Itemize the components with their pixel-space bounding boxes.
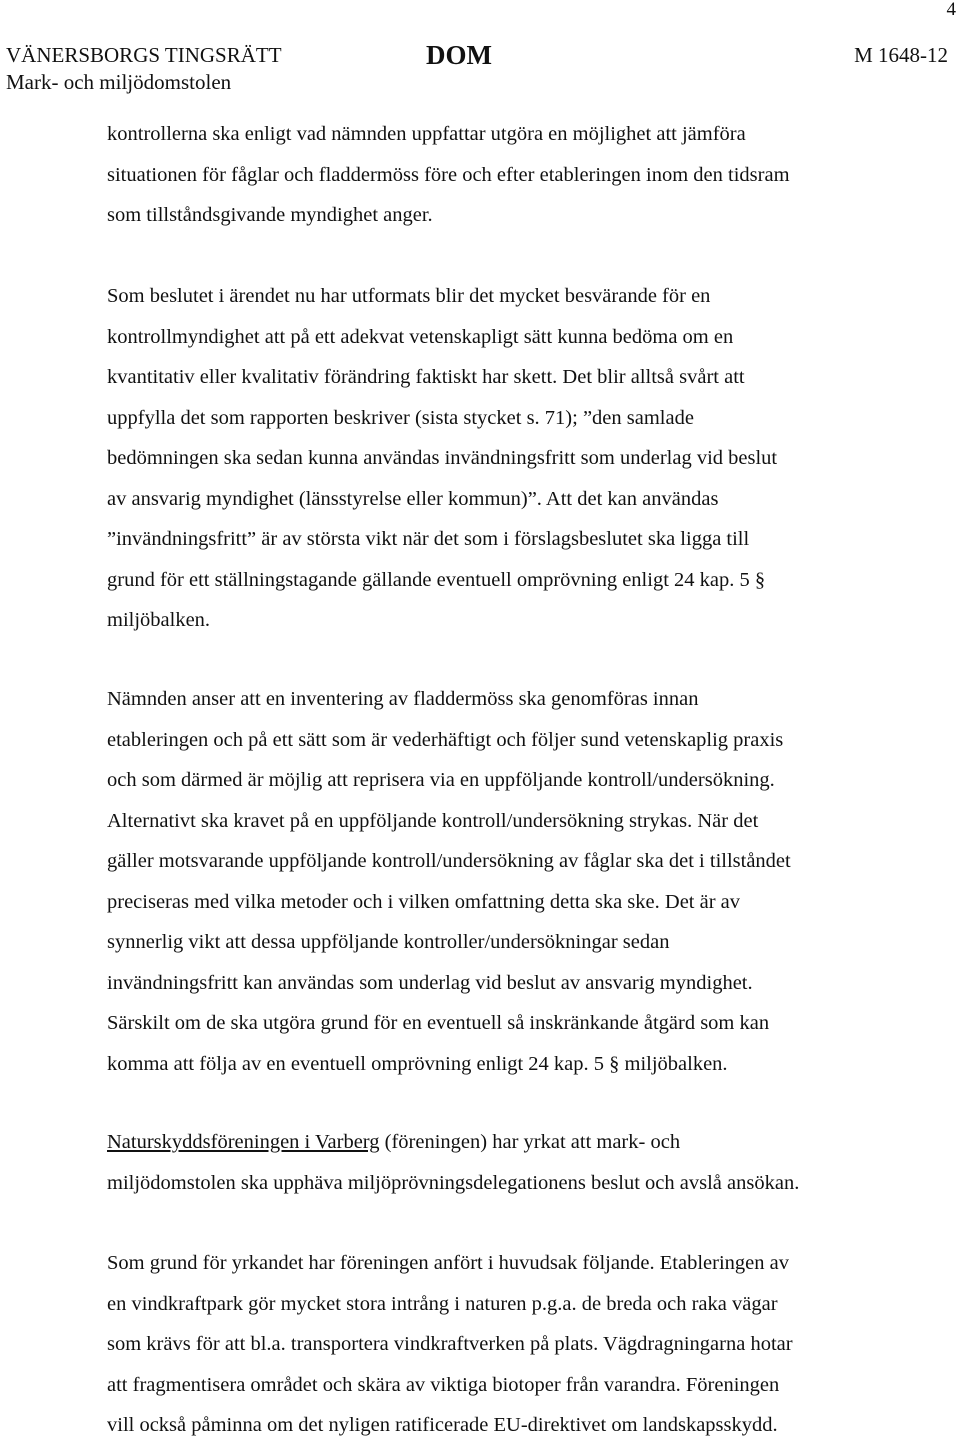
text-line [107, 1122, 907, 1163]
text-line: invändningsfritt kan användas som underlag vid beslut av ansvarig myndighet. [107, 971, 753, 994]
text-line: kontrollmyndighet att på ett adekvat vetenskapligt sätt kunna bedöma om en [107, 325, 734, 348]
text-line: situationen för fåglar och fladdermöss före och efter etableringen inom den tidsram [107, 163, 790, 186]
text-line: att fragmentisera området och skära av viktiga biotoper från varandra. Föreningen [107, 1373, 780, 1396]
text-line: gäller motsvarande uppföljande kontroll/undersökning av fåglar ska det i tillståndet [107, 850, 791, 872]
text-line: miljödomstolen ska upphäva miljöprövningsdelegationens beslut och avslå ansökan. [107, 1171, 800, 1194]
page-number: 4 [946, 0, 956, 20]
document-type: DOM [426, 40, 492, 70]
text-line: Som beslutet i ärendet nu har utformats blir det mycket besvärande för en [107, 285, 711, 307]
text-line: grund för ett ställningstagande gällande eventuell omprövning enligt 24 kap. 5 § [107, 568, 766, 591]
text-line: Särskilt om de ska utgöra grund för en eventuell så inskränkande åtgärd som kan [107, 1012, 770, 1034]
text-line: vill också påminna om det nyligen ratificerade EU-direktivet om landskapsskydd. [107, 1414, 778, 1436]
text-line: preciseras med vilka metoder och i vilken omfattning detta ska ske. Det är av [107, 890, 741, 913]
paragraph [107, 1122, 907, 1203]
text-line: synnerlig vikt att dessa uppföljande kontroller/undersökningar sedan [107, 931, 670, 953]
text-line: en vindkraftpark gör mycket stora intrång i naturen p.g.a. de breda och raka vägar [107, 1292, 778, 1315]
court-division: Mark- och miljödomstolen [6, 70, 232, 94]
party-name: Naturskyddsföreningen i Varberg [107, 1131, 380, 1153]
text-line: miljöbalken. [107, 609, 211, 631]
text-line: kontrollerna ska enligt vad nämnden uppfattar utgöra en möjlighet att jämföra [107, 123, 746, 145]
paragraph [107, 276, 907, 641]
text-line: uppfylla det som rapporten beskriver (sista stycket s. 71); ”den samlade [107, 406, 694, 429]
paragraph [107, 679, 907, 1084]
paragraph [107, 114, 907, 236]
text-line: ”invändningsfritt” är av största vikt när det som i förslagsbeslutet ska ligga till [107, 528, 750, 550]
text-line: som krävs för att bl.a. transportera vindkraftverken på plats. Vägdragningarna hotar [107, 1333, 793, 1355]
text-line: Som grund för yrkandet har föreningen anfört i huvudsak följande. Etableringen av [107, 1252, 789, 1274]
text-line: Nämnden anser att en inventering av fladdermöss ska genomföras innan [107, 688, 699, 710]
text-line: Alternativt ska kravet på en uppföljande kontroll/undersökning strykas. När det [107, 809, 759, 832]
text-line: etableringen och på ett sätt som är vederhäftigt och följer sund vetenskaplig praxis [107, 728, 784, 751]
court-name: VÄNERSBORGS TINGSRÄTT [6, 43, 282, 67]
text-line: bedömningen ska sedan kunna användas invändningsfritt som underlag vid beslut [107, 447, 778, 469]
paragraph [107, 1243, 907, 1446]
case-number: M 1648-12 [854, 43, 948, 67]
text-line: kvantitativ eller kvalitativ förändring faktiskt har skett. Det blir alltså svårt att [107, 366, 745, 388]
text-line: av ansvarig myndighet (länsstyrelse eller kommun)”. Att det kan användas [107, 487, 719, 510]
text-fragment: (föreningen) har yrkat att mark- och [379, 1131, 681, 1153]
text-line: komma att följa av en eventuell omprövning enligt 24 kap. 5 § miljöbalken. [107, 1052, 728, 1075]
text-line: som tillståndsgivande myndighet anger. [107, 204, 433, 226]
document-header [6, 40, 948, 94]
header-left [6, 42, 282, 96]
text-line: och som därmed är möjlig att reprisera via en uppföljande kontroll/undersökning. [107, 769, 775, 791]
